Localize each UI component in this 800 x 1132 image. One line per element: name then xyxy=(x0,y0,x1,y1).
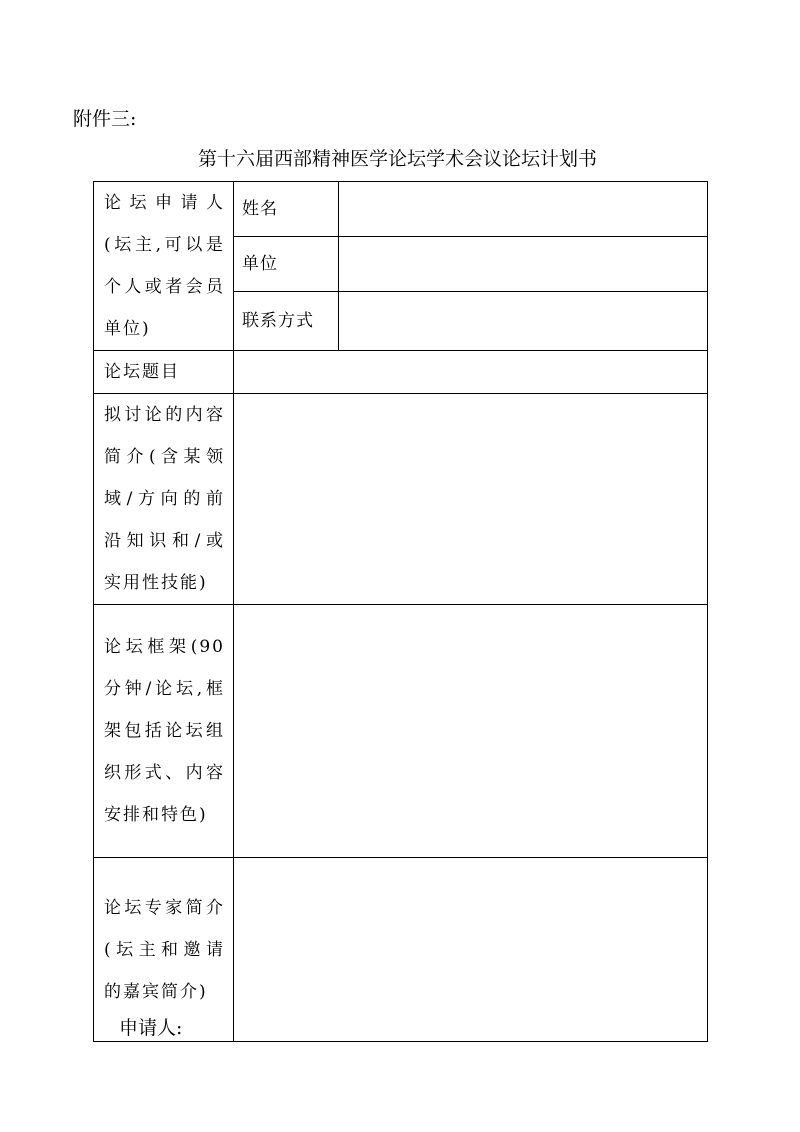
applicant-name-row xyxy=(94,182,708,237)
framework-value-cell[interactable] xyxy=(234,605,708,858)
experts-label: 论坛专家简介(坛主和邀请的嘉宾简介) xyxy=(104,897,225,1002)
applicant-section-label: 论坛申请人(坛主,可以是个人或者会员单位) xyxy=(104,193,225,339)
contact-label: 联系方式 xyxy=(242,311,314,332)
topic-value-cell[interactable] xyxy=(234,351,708,394)
topic-row xyxy=(94,351,708,394)
experts-label-cell xyxy=(94,858,234,1042)
content-value-cell[interactable] xyxy=(234,394,708,605)
experts-row xyxy=(94,858,708,1042)
contact-value-cell[interactable] xyxy=(339,292,708,351)
forum-plan-form-table xyxy=(93,181,708,1042)
name-value-cell[interactable] xyxy=(339,182,708,237)
topic-label: 论坛题目 xyxy=(104,362,180,382)
content-label: 拟讨论的内容简介(含某领域/方向的前沿知识和/或实用性技能) xyxy=(104,405,225,593)
unit-value-cell[interactable] xyxy=(339,237,708,292)
applicant-section-label-cell xyxy=(94,182,234,351)
content-row xyxy=(94,394,708,605)
name-label-cell xyxy=(234,182,339,237)
applicant-signature-label: 申请人: xyxy=(119,1017,183,1039)
topic-label-cell xyxy=(94,351,234,394)
attachment-label: 附件三: xyxy=(73,108,137,130)
framework-row xyxy=(94,605,708,858)
contact-label-cell xyxy=(234,292,339,351)
unit-label-cell xyxy=(234,237,339,292)
framework-label: 论坛框架(90分钟/论坛,框架包括论坛组织形式、内容安排和特色) xyxy=(104,637,225,825)
content-label-cell xyxy=(94,394,234,605)
experts-value-cell[interactable] xyxy=(234,858,708,1042)
unit-label: 单位 xyxy=(242,254,278,275)
framework-label-cell xyxy=(94,605,234,858)
document-title: 第十六届西部精神医学论坛学术会议论坛计划书 xyxy=(198,148,598,170)
name-label: 姓名 xyxy=(242,199,278,220)
